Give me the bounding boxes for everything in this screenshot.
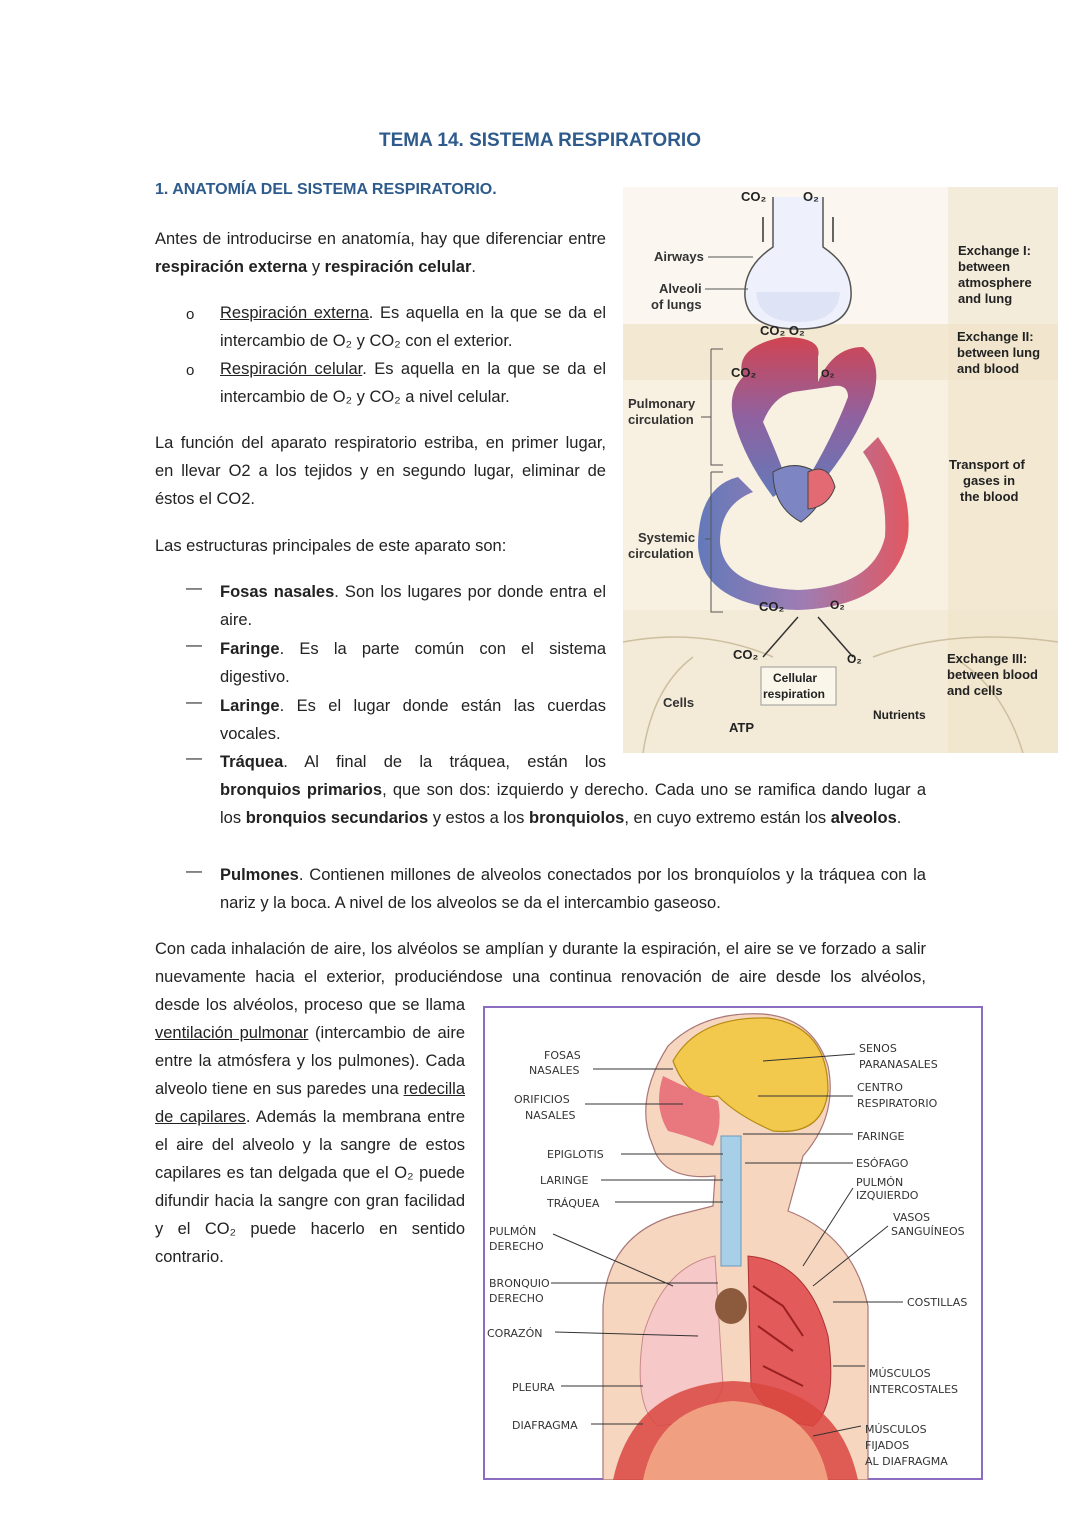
diagram-label: O₂: [803, 189, 819, 204]
diagram-label: CO₂: [731, 365, 757, 380]
ventilation-paragraph-top: Con cada inhalación de aire, los alvéolos se amplían y durante la espiración, el aire se ve forzado a salir nuevamente hacia el exterior, produciéndose una continua renovación de aire desde los alvéolos,: [155, 940, 926, 986]
list-item: Fosas nasales. Son los lugares por donde entra el aire.: [220, 583, 606, 629]
anatomy-label: CORAZÓN: [487, 1327, 543, 1340]
diagram-label: CO₂: [759, 599, 785, 614]
anatomy-label: ORIFICIOS: [514, 1093, 570, 1106]
diagram-label: CO₂: [733, 647, 759, 662]
list-item: Laringe. Es el lugar donde están las cuerdas vocales.: [220, 697, 606, 743]
anatomy-label: IZQUIERDO: [856, 1189, 919, 1202]
anatomy-label: MÚSCULOS: [869, 1367, 931, 1380]
diagram-label: Alveoli: [659, 281, 702, 296]
diagram-label: gases in: [963, 473, 1016, 488]
anatomy-label: ESÓFAGO: [856, 1157, 909, 1170]
diagram-label: Systemic: [638, 530, 696, 545]
function-paragraph: La función del aparato respiratorio estriba, en primer lugar, en llevar O2 a los tejidos y en segundo lugar, eliminar de éstos el CO2.: [155, 434, 606, 508]
page-title: TEMA 14. SISTEMA RESPIRATORIO: [379, 130, 701, 151]
diagram-label: atmosphere: [958, 275, 1032, 290]
diagram-label: between blood: [947, 667, 1038, 682]
diagram-label: and blood: [957, 361, 1020, 376]
anatomy-label: BRONQUIO: [489, 1277, 550, 1290]
anatomy-label: DERECHO: [489, 1240, 544, 1253]
anatomy-label: PLEURA: [512, 1381, 555, 1394]
anatomy-label: RESPIRATORIO: [857, 1097, 938, 1110]
anatomy-label: COSTILLAS: [907, 1296, 968, 1309]
diagram-label: Cellular: [773, 671, 818, 685]
list-item: Respiración externa. Es aquella en la que se da el intercambio de O₂ y CO₂ con el exterior.: [220, 304, 606, 350]
anatomy-label: FARINGE: [857, 1130, 905, 1143]
section-heading: 1. ANATOMÍA DEL SISTEMA RESPIRATORIO.: [155, 181, 497, 198]
diagram-label: of lungs: [651, 297, 702, 312]
diagram-label: Transport of: [949, 457, 1025, 472]
diagram-label: CO₂ O₂: [760, 323, 805, 338]
anatomy-label: TRÁQUEA: [547, 1197, 600, 1210]
anatomy-label: PULMÓN: [856, 1176, 904, 1189]
intro-paragraph: Antes de introducirse en anatomía, hay que diferenciar entre respiración externa y respiración celular.: [155, 230, 606, 276]
respiratory-anatomy-diagram: [483, 1006, 983, 1480]
structures-intro: Las estructuras principales de este aparato son:: [155, 537, 507, 555]
anatomy-label: FOSAS: [544, 1049, 581, 1062]
list-item: Faringe. Es la parte común con el sistema digestivo.: [220, 640, 606, 686]
diagram-label: the blood: [960, 489, 1019, 504]
list-item-continuation: bronquios primarios, que son dos: izquierdo y derecho. Cada uno se ramifica dando lugar a los bronquios secundarios y estos a los bronquiolos, en cuyo extremo están los alveolos.: [220, 781, 927, 827]
diagram-label: Nutrients: [873, 708, 926, 722]
diagram-label: between lung: [957, 345, 1041, 360]
anatomy-label: PULMÓN: [489, 1225, 537, 1238]
diagram-label: Pulmonary: [628, 396, 696, 411]
dash-marker: —: [186, 580, 202, 597]
list-item: Respiración celular. Es aquella en la que se da el intercambio de O₂ y CO₂ a nivel celular.: [220, 360, 607, 406]
anatomy-label: SANGUÍNEOS: [891, 1225, 965, 1238]
anatomy-label: SENOS: [859, 1042, 897, 1055]
diagram-label: circulation: [628, 412, 694, 427]
diagram-label: circulation: [628, 546, 694, 561]
ventilation-paragraph: desde los alvéolos, proceso que se llama ventilación pulmonar (intercambio de aire entre la atmósfera y los pulmones). Cada alveolo tiene en sus paredes una redecilla de capilares. Además la membrana entre el aire del alveolo y la sangre de estos capilares es tan delgada que el O₂ puede difundir hacia la sangre con gran facilidad y el CO₂ puede hacerlo en sentido contrario.: [155, 996, 465, 1266]
anatomy-label: PARANASALES: [859, 1058, 938, 1071]
anatomy-label: NASALES: [529, 1064, 580, 1077]
dash-marker: —: [186, 750, 202, 767]
anatomy-label: MÚSCULOS: [865, 1423, 927, 1436]
diagram-label: between: [958, 259, 1011, 274]
anatomy-label: LARINGE: [540, 1174, 589, 1187]
diagram-label: O₂: [821, 368, 835, 380]
diagram-label: CO₂: [741, 189, 767, 204]
anatomy-label: NASALES: [525, 1109, 576, 1122]
diagram-label: ATP: [729, 720, 755, 735]
list-item: Pulmones. Contienen millones de alveolos conectados por los bronquíolos y la tráquea con la nariz y la boca. A nivel de los alveolos se da el intercambio gaseoso.: [220, 866, 926, 912]
list-item: Tráquea. Al final de la tráquea, están los: [220, 753, 606, 771]
anatomy-label: VASOS: [893, 1211, 930, 1224]
anatomy-label: FIJADOS: [865, 1439, 910, 1452]
anatomy-label: AL DIAFRAGMA: [865, 1455, 948, 1468]
anatomy-label: INTERCOSTALES: [869, 1383, 959, 1396]
bullet-marker: o: [186, 306, 195, 323]
diagram-label: Exchange II:: [957, 329, 1034, 344]
diagram-label: and lung: [958, 291, 1013, 306]
diagram-label: Cells: [663, 695, 695, 710]
anatomy-label: DERECHO: [489, 1292, 544, 1305]
bullet-marker: o: [186, 362, 195, 379]
diagram-label: O₂: [830, 598, 845, 612]
anatomy-label: EPIGLOTIS: [547, 1148, 604, 1161]
dash-marker: —: [186, 637, 202, 654]
dash-marker: —: [186, 694, 202, 711]
diagram-label: Exchange III:: [947, 651, 1028, 666]
diagram-label: and cells: [947, 683, 1003, 698]
anatomy-label: DIAFRAGMA: [512, 1419, 578, 1432]
dash-marker: —: [186, 863, 202, 880]
anatomy-label: CENTRO: [857, 1081, 903, 1094]
diagram-label: Exchange I:: [958, 243, 1031, 258]
diagram-label: Airways: [654, 249, 704, 264]
gas-exchange-diagram: [623, 187, 1058, 753]
diagram-label: O₂: [847, 652, 862, 666]
diagram-label: respiration: [763, 687, 826, 701]
